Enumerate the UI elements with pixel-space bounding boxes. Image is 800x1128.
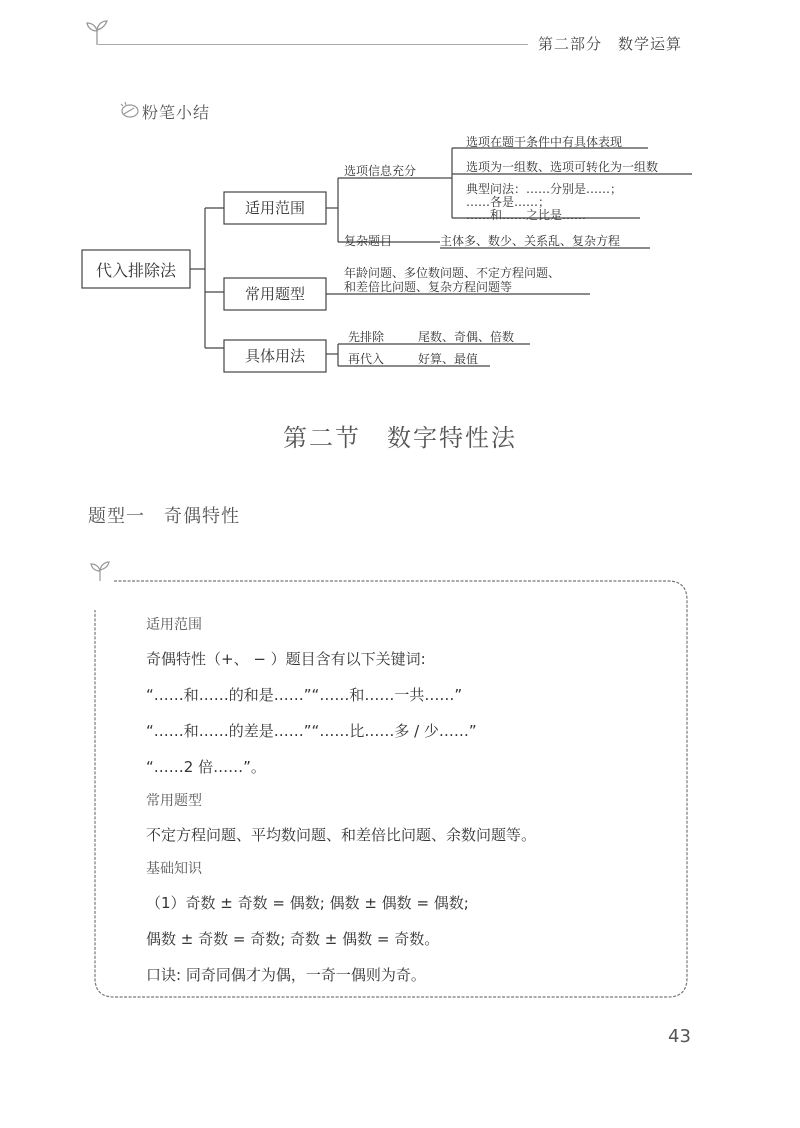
basics-line: 偶数 ± 奇数 = 奇数; 奇数 ± 偶数 = 奇数。 bbox=[146, 930, 440, 948]
scope-line: “……2 倍……”。 bbox=[146, 758, 266, 776]
types-line: 年龄问题、多位数问题、不定方程问题、 bbox=[344, 266, 561, 280]
types-line: 和差倍比问题、复杂方程问题等 bbox=[344, 280, 513, 294]
header-rule bbox=[98, 44, 528, 45]
usage-value: 尾数、奇偶、倍数 bbox=[418, 330, 515, 344]
header-section-label: 第二部分 数学运算 bbox=[538, 35, 683, 53]
sprout-icon bbox=[84, 18, 110, 46]
topic-title: 题型一 奇偶特性 bbox=[88, 506, 240, 527]
types-line: 不定方程问题、平均数问题、和差倍比问题、余数问题等。 bbox=[146, 826, 537, 844]
scope-line: 奇偶特性（+、 − ）题目含有以下关键词: bbox=[146, 650, 426, 668]
usage-sub-substitute: 再代入 bbox=[348, 352, 385, 366]
scope-sub-option-info: 选项信息充分 bbox=[344, 164, 417, 178]
basics-heading: 基础知识 bbox=[146, 861, 202, 877]
scope-line: “……和……的和是……”“……和……一共……” bbox=[146, 686, 463, 704]
scope-heading: 适用范围 bbox=[146, 617, 202, 633]
root-label: 代入排除法 bbox=[95, 261, 176, 280]
usage-value: 好算、最值 bbox=[418, 352, 479, 366]
branch-label-scope: 适用范围 bbox=[244, 199, 305, 217]
typical-question-line: ……各是……； bbox=[466, 195, 551, 209]
scope-line: “……和……的差是……”“……比……多 / 少……” bbox=[146, 722, 477, 740]
sprout-icon bbox=[88, 560, 112, 582]
branch-label-usage: 具体用法 bbox=[244, 347, 305, 365]
scope-item: 主体多、数少、关系乱、复杂方程 bbox=[440, 234, 621, 248]
scope-item: 选项在题干条件中有具体表现 bbox=[466, 135, 623, 149]
page-number: 43 bbox=[668, 1026, 691, 1047]
basics-line: （1）奇数 ± 奇数 = 偶数; 偶数 ± 偶数 = 偶数; bbox=[146, 894, 469, 912]
chalk-icon bbox=[118, 100, 140, 120]
mind-map bbox=[0, 130, 800, 380]
scope-item: 选项为一组数、选项可转化为一组数 bbox=[466, 160, 659, 174]
summary-title: 粉笔小结 bbox=[142, 103, 211, 122]
scope-sub-complex: 复杂题目 bbox=[344, 234, 393, 248]
typical-question-line: ……和……之比是…… bbox=[466, 208, 587, 222]
typical-question-line: 典型问法：……分别是……； bbox=[466, 182, 623, 196]
types-heading: 常用题型 bbox=[146, 793, 202, 809]
branch-label-types: 常用题型 bbox=[244, 285, 305, 303]
usage-sub-exclude: 先排除 bbox=[348, 330, 385, 344]
basics-line: 口诀: 同奇同偶才为偶，一奇一偶则为奇。 bbox=[146, 966, 426, 984]
section-title: 第二节 数字特性法 bbox=[283, 424, 517, 452]
